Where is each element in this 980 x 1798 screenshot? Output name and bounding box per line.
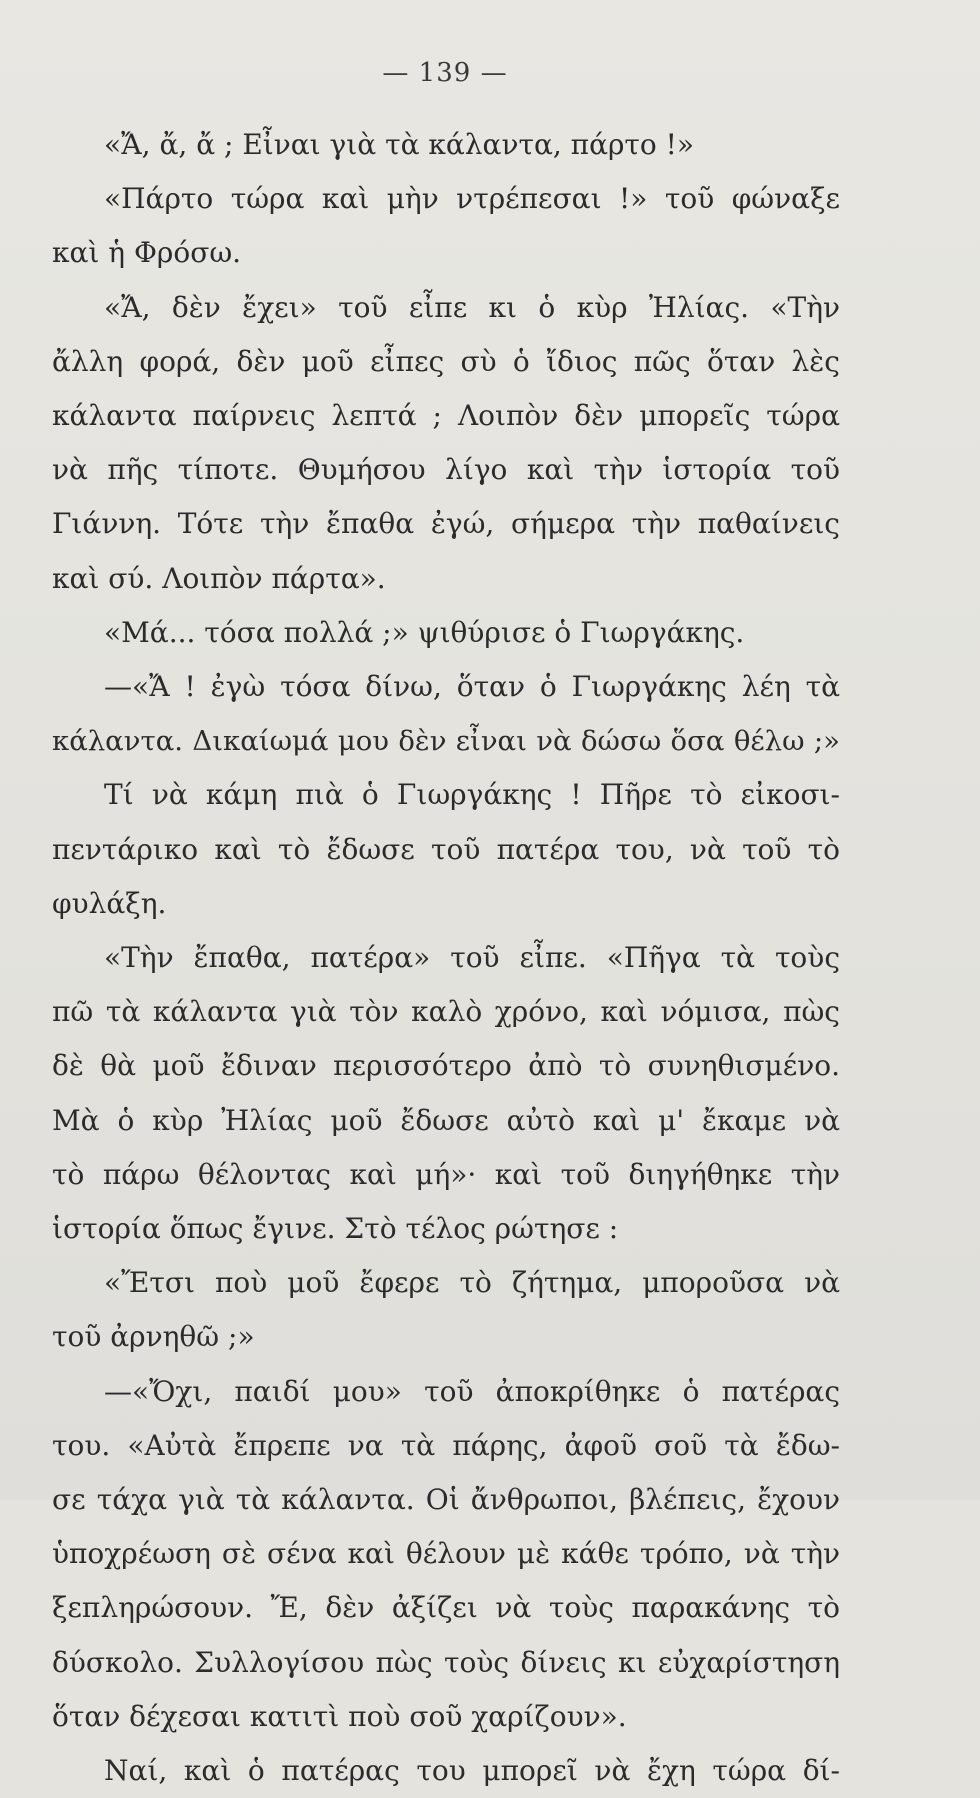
text-line: ὅταν δέχεσαι κατιτὶ ποὺ σοῦ χαρίζουν». [52, 1699, 627, 1733]
text-line: Μὰ ὁ κὺρ Ἠλίας μοῦ ἔδωσε αὐτὸ καὶ μ' ἔκαμε νὰ [52, 1103, 840, 1137]
text-line: φυλάξη. [52, 886, 167, 920]
text-line: τοῦ ἀρνηθῶ ;» [52, 1320, 255, 1354]
text-line: δὲ θὰ μοῦ ἔδιναν περισσότερο ἀπὸ τὸ συνηθισμένο. [52, 1049, 840, 1083]
text-line: κάλαντα παίρνεις λεπτά ; Λοιπὸν δὲν μπορεῖς τώρα [52, 399, 840, 433]
text-line: νὰ πῆς τίποτε. Θυμήσου λίγο καὶ τὴν ἱστορία τοῦ [52, 453, 840, 487]
text-line: Ναί, καὶ ὁ πατέρας του μπορεῖ νὰ ἔχη τώρα δί- [104, 1754, 840, 1788]
text-line: —«Ὄχι, παιδί μου» τοῦ ἀποκρίθηκε ὁ πατέρας [104, 1374, 840, 1408]
text-line: ἄλλη φορά, δὲν μοῦ εἶπες σὺ ὁ ἴδιος πῶς ὅταν λὲς [52, 344, 840, 378]
text-line: πῶ τὰ κάλαντα γιὰ τὸν καλὸ χρόνο, καὶ νόμισα, πὼς [52, 995, 840, 1029]
text-line: ἱστορία ὅπως ἔγινε. Στὸ τέλος ρώτησε : [52, 1212, 619, 1246]
text-line: κάλαντα. Δικαίωμά μου δὲν εἶναι νὰ δώσω ὅσα θέλω ;» [52, 725, 840, 758]
text-line: σε τάχα γιὰ τὰ κάλαντα. Οἱ ἄνθρωποι, βλέπεις, ἔχουν [52, 1483, 840, 1517]
text-line: —«Ἄ ! ἐγὼ τόσα δίνω, ὅταν ὁ Γιωργάκης λέη τὰ [104, 670, 840, 704]
text-line: «Τὴν ἔπαθα, πατέρα» τοῦ εἶπε. «Πῆγα τὰ τοὺς [104, 941, 840, 975]
text-line: ὑποχρέωση σὲ σένα καὶ θέλουν μὲ κάθε τρόπο, νὰ τὴν [52, 1537, 840, 1571]
text-line: Τί νὰ κάμη πιὰ ὁ Γιωργάκης ! Πῆρε τὸ εἰκοσι- [104, 778, 840, 812]
text-line: του. «Αὐτὰ ἔπρεπε να τὰ πάρης, ἀφοῦ σοῦ τὰ ἔδω- [52, 1428, 840, 1462]
text-line: τὸ πάρω θέλοντας καὶ μή»· καὶ τοῦ διηγήθηκε τὴν [52, 1157, 840, 1191]
text-line: «Μά... τόσα πολλά ;» ψιθύρισε ὁ Γιωργάκης. [104, 615, 745, 649]
text-line: Γιάννη. Τότε τὴν ἔπαθα ἐγώ, σήμερα τὴν παθαίνεις [52, 507, 840, 541]
text-line: ξεπληρώσουν. Ἔ, δὲν ἀξίζει νὰ τοὺς παρακάνης τὸ [52, 1591, 840, 1625]
page-number: — 139 — [382, 58, 508, 88]
text-line: δύσκολο. Συλλογίσου πὼς τοὺς δίνεις κι εὐχαρίστηση [52, 1645, 840, 1679]
text-line: καὶ σύ. Λοιπὸν πάρτα». [52, 561, 386, 595]
text-line: «Ἄ, ἄ, ἄ ; Εἶναι γιὰ τὰ κάλαντα, πάρτο !» [104, 128, 695, 161]
text-line: «Πάρτο τώρα καὶ μὴν ντρέπεσαι !» τοῦ φώναξε [104, 182, 840, 216]
body-text [52, 118, 840, 1798]
text-line: καὶ ἡ Φρόσω. [52, 236, 242, 270]
text-line: «Ἄ, δὲν ἔχει» τοῦ εἶπε κι ὁ κὺρ Ἠλίας. «Τὴν [104, 290, 840, 324]
text-line: πεντάρικο καὶ τὸ ἔδωσε τοῦ πατέρα του, νὰ τοῦ τὸ [52, 832, 840, 866]
text-line: «Ἔτσι ποὺ μοῦ ἔφερε τὸ ζήτημα, μποροῦσα νὰ [104, 1266, 840, 1300]
